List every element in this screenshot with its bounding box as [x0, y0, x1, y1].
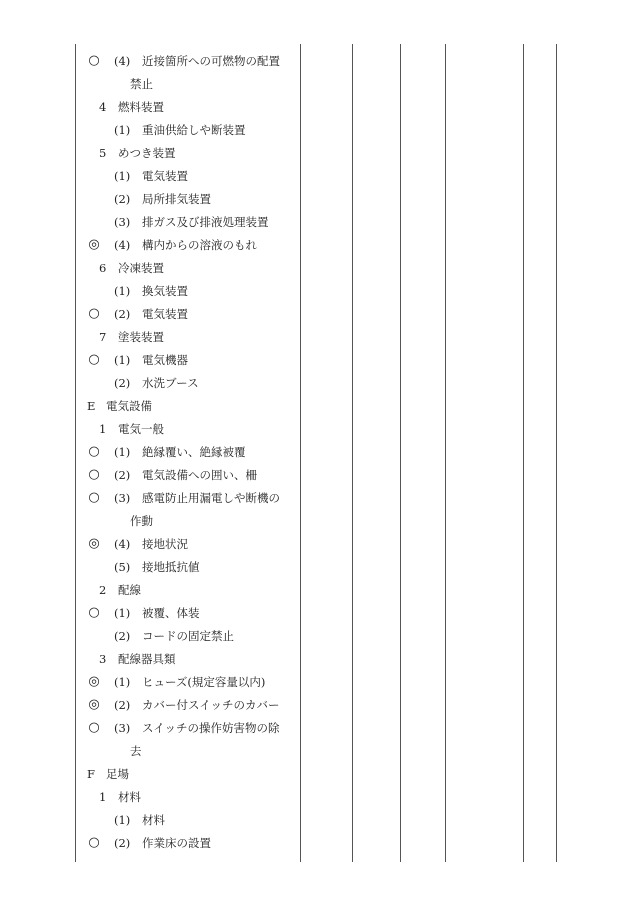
column-divider: [445, 44, 446, 862]
column-divider: [400, 44, 401, 862]
table-border-left: [75, 44, 76, 862]
column-divider: [523, 44, 524, 862]
table-border-right: [556, 44, 557, 862]
column-divider: [352, 44, 353, 862]
column-divider: [300, 44, 301, 862]
